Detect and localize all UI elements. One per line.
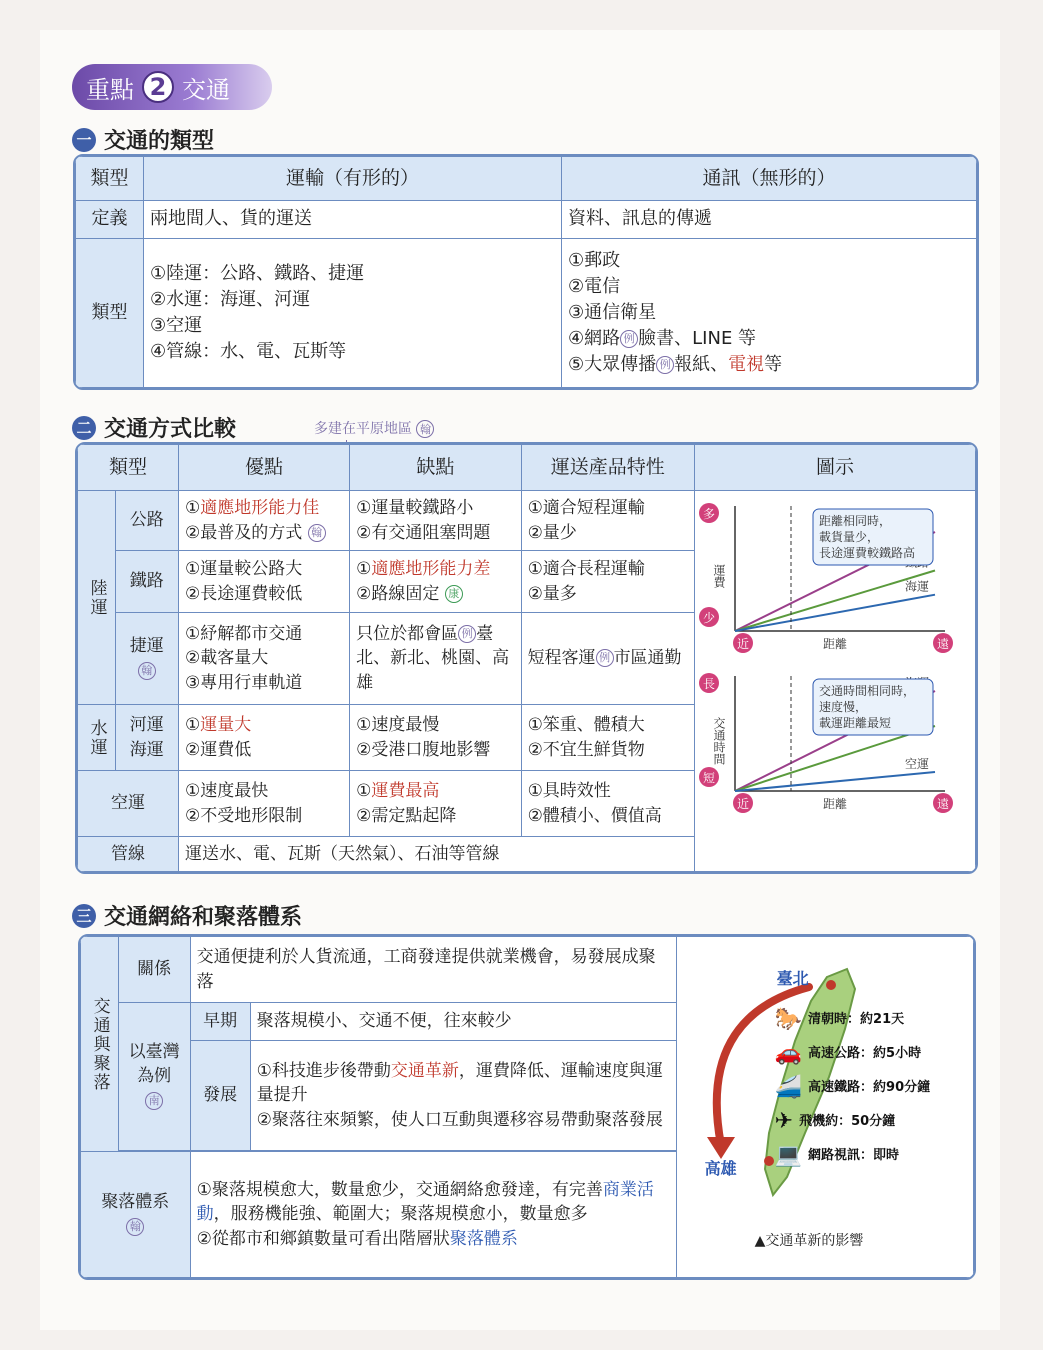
annotation-line: 長途運費較鐵路高 bbox=[819, 546, 916, 560]
def-comm: 資料、訊息的傳遞 bbox=[562, 201, 977, 239]
metro-adv: ①紓解都市交通 ②載客量大 ③專用行車軌道 bbox=[178, 613, 349, 705]
kaohsiung-dot bbox=[764, 1156, 774, 1166]
map-caption: ▲交通革新的影響 bbox=[754, 1233, 864, 1249]
section-2-heading bbox=[72, 412, 236, 443]
dev-text: ①科技進步後帶動交通革新，運費降低、運輸速度與運量提升 ②聚落往來頻繁，使人口互動與遷移容易帶動聚落發展 bbox=[250, 1041, 676, 1151]
air-feat: ①具時效性 ②體積小、價值高 bbox=[521, 771, 694, 837]
horse-icon: 🐎 bbox=[774, 1007, 803, 1033]
th-type: 類型 bbox=[76, 157, 144, 201]
transport-types-table bbox=[73, 154, 979, 390]
legend-horse: 🐎 清朝時：約21天 bbox=[775, 1003, 931, 1037]
freight-cost-chart bbox=[695, 491, 975, 661]
pipe-desc: 運送水、電、瓦斯（天然氣）、石油等管線 bbox=[178, 837, 694, 872]
relation-label: 關係 bbox=[118, 937, 190, 1003]
x-hi-label: 遠 bbox=[936, 637, 950, 651]
th-type: 類型 bbox=[78, 445, 179, 491]
list-item: ④網路 例 臉書、LINE 等 bbox=[568, 328, 757, 350]
comm-list bbox=[562, 239, 977, 388]
section-3-heading bbox=[72, 900, 302, 931]
def-label: 定義 bbox=[76, 201, 144, 239]
list-item: ③空運 bbox=[150, 315, 203, 336]
water-label: 水運 bbox=[78, 705, 116, 771]
list-item: ②水運：海運、河運 bbox=[150, 288, 311, 310]
th-feature: 運送產品特性 bbox=[521, 445, 694, 491]
topic-number: 2 bbox=[142, 71, 174, 103]
section-2-title: 交通方式比較 bbox=[104, 417, 237, 442]
annotation-line: 載運距離最短 bbox=[819, 716, 892, 730]
pipe-label: 管線 bbox=[78, 837, 179, 872]
plain-area-note: 多建在平原地區 翰 bbox=[314, 418, 434, 438]
annotation-line: 距離相同時， bbox=[819, 514, 892, 528]
road-feat: ①適合短程運輸 ②量少 bbox=[521, 491, 694, 551]
series-label-空運: 空運 bbox=[905, 757, 930, 771]
legend-list bbox=[775, 1003, 931, 1173]
air-adv: ①速度最快 ②不受地形限制 bbox=[178, 771, 349, 837]
road-adv: ①適應地形能力佳 ②最普及的方式 翰 bbox=[178, 491, 349, 551]
metro-feat: 短程客運 例 市區通勤 bbox=[521, 613, 694, 705]
y-hi-label: 多 bbox=[702, 507, 716, 521]
list-item: ②電信 bbox=[568, 275, 621, 297]
th-diagram: 圖示 bbox=[695, 445, 976, 491]
example-tag: 例 bbox=[620, 330, 638, 348]
annotation-line: 交通時間相同時， bbox=[819, 684, 916, 698]
section-3-icon: 三 bbox=[72, 904, 96, 928]
th-advantage: 優點 bbox=[178, 445, 349, 491]
road-dis: ①運量較鐵路小 ②有交通阻塞問題 bbox=[350, 491, 521, 551]
x-axis-label: 距離 bbox=[822, 797, 848, 811]
y-lo-label: 少 bbox=[702, 611, 716, 625]
legend-laptop: 💻 網路視訊：即時 bbox=[775, 1139, 931, 1173]
waterway-label: 河運 海運 bbox=[115, 705, 178, 771]
y-axis-label: 交通時間 bbox=[712, 717, 726, 765]
air-dis: ①運費最高 ②需定點起降 bbox=[350, 771, 521, 837]
taiwan-map-cell bbox=[676, 937, 973, 1278]
section-1-icon: 一 bbox=[72, 128, 96, 152]
transport-list bbox=[144, 239, 562, 388]
road-label: 公路 bbox=[115, 491, 178, 551]
air-label: 空運 bbox=[78, 771, 179, 837]
y-lo-label: 短 bbox=[702, 771, 716, 785]
legend-car: 🚗 高速公路：約5小時 bbox=[775, 1037, 931, 1071]
list-item: ③通信衛星 bbox=[568, 301, 657, 323]
taipei-label: 臺北 bbox=[776, 969, 809, 988]
plane-icon: ✈ bbox=[774, 1109, 794, 1135]
rail-dis: ①適應地形能力差 ②路線固定 康 bbox=[350, 551, 521, 613]
metro-label: 捷運 翰 bbox=[115, 613, 178, 705]
th-disadvantage: 缺點 bbox=[350, 445, 521, 491]
kaohsiung-label: 高雄 bbox=[704, 1159, 737, 1178]
rail-adv: ①運量較公路大 ②長途運費較低 bbox=[178, 551, 349, 613]
list-item: ①郵政 bbox=[568, 249, 621, 271]
annotation-line: 載貨量少， bbox=[819, 530, 880, 544]
th-comm: 通訊（無形的） bbox=[562, 157, 977, 201]
x-axis-label: 距離 bbox=[822, 637, 848, 651]
water-adv: ①運量大 ②運費低 bbox=[178, 705, 349, 771]
example-tag: 例 bbox=[656, 356, 674, 374]
rail-feat: ①適合長程運輸 ②量多 bbox=[521, 551, 694, 613]
water-feat: ①笨重、體積大 ②不宜生鮮貨物 bbox=[521, 705, 694, 771]
y-axis-label: 運費 bbox=[712, 564, 726, 588]
land-label: 陸運 bbox=[78, 491, 116, 705]
laptop-icon: 💻 bbox=[774, 1143, 803, 1169]
settlement-table bbox=[78, 934, 976, 1280]
list-item: ④管線：水、電、瓦斯等 bbox=[150, 341, 347, 363]
x-hi-label: 遠 bbox=[936, 797, 950, 811]
relation-text: 交通便捷利於人貨流通，工商發達提供就業機會，易發展成聚落 bbox=[190, 937, 676, 1003]
topic-header bbox=[72, 64, 272, 110]
early-label: 早期 bbox=[190, 1003, 250, 1041]
arrow-head-icon bbox=[707, 1137, 735, 1159]
topic-prefix: 重點 bbox=[86, 75, 134, 104]
list-item: ①陸運：公路、鐵路、捷運 bbox=[150, 262, 365, 284]
section-2-icon: 二 bbox=[72, 416, 96, 440]
legend-train: 🚄 高速鐵路：約90分鐘 bbox=[775, 1071, 931, 1105]
series-label-海運: 海運 bbox=[905, 579, 930, 594]
side-label: 交通與聚落 bbox=[81, 937, 119, 1152]
y-hi-label: 長 bbox=[702, 677, 716, 691]
x-lo-label: 近 bbox=[736, 637, 750, 651]
legend-plane: ✈ 飛機約：50分鐘 bbox=[775, 1105, 931, 1139]
train-icon: 🚄 bbox=[774, 1075, 803, 1101]
section-1-heading bbox=[72, 124, 214, 155]
transport-comparison-table bbox=[75, 442, 978, 874]
travel-time-chart bbox=[695, 661, 975, 821]
section-3-title: 交通網絡和聚落體系 bbox=[104, 905, 303, 930]
metro-dis: 只位於都會區 例 臺北、新北、桃園、高雄 bbox=[350, 613, 521, 705]
x-lo-label: 近 bbox=[736, 797, 750, 811]
rail-label: 鐵路 bbox=[115, 551, 178, 613]
water-dis: ①速度最慢 ②受港口腹地影響 bbox=[350, 705, 521, 771]
early-text: 聚落規模小、交通不便，往來較少 bbox=[250, 1003, 676, 1041]
topic-title: 交通 bbox=[182, 75, 230, 104]
taiwan-label: 以臺灣為例 南 bbox=[118, 1003, 190, 1151]
list-item: ⑤大眾傳播 例 報紙、電視等 bbox=[568, 354, 783, 376]
def-transport: 兩地間人、貨的運送 bbox=[144, 201, 562, 239]
annotation-line: 速度慢， bbox=[819, 700, 868, 714]
dev-label: 發展 bbox=[190, 1041, 250, 1151]
th-transport: 運輸（有形的） bbox=[144, 157, 562, 201]
types-label: 類型 bbox=[76, 239, 144, 388]
system-text: ①聚落規模愈大，數量愈少，交通網絡愈發達，有完善商業活動，服務機能強、範圍大；聚落規模愈小，數量愈多 ②從都市和鄉鎮數量可看出階層狀聚落體系 bbox=[190, 1152, 676, 1278]
section-1-title: 交通的類型 bbox=[104, 129, 215, 154]
taipei-dot bbox=[826, 980, 836, 990]
system-label: 聚落體系 翰 bbox=[81, 1152, 191, 1278]
diagram-cell bbox=[695, 491, 976, 872]
car-icon: 🚗 bbox=[774, 1041, 803, 1067]
